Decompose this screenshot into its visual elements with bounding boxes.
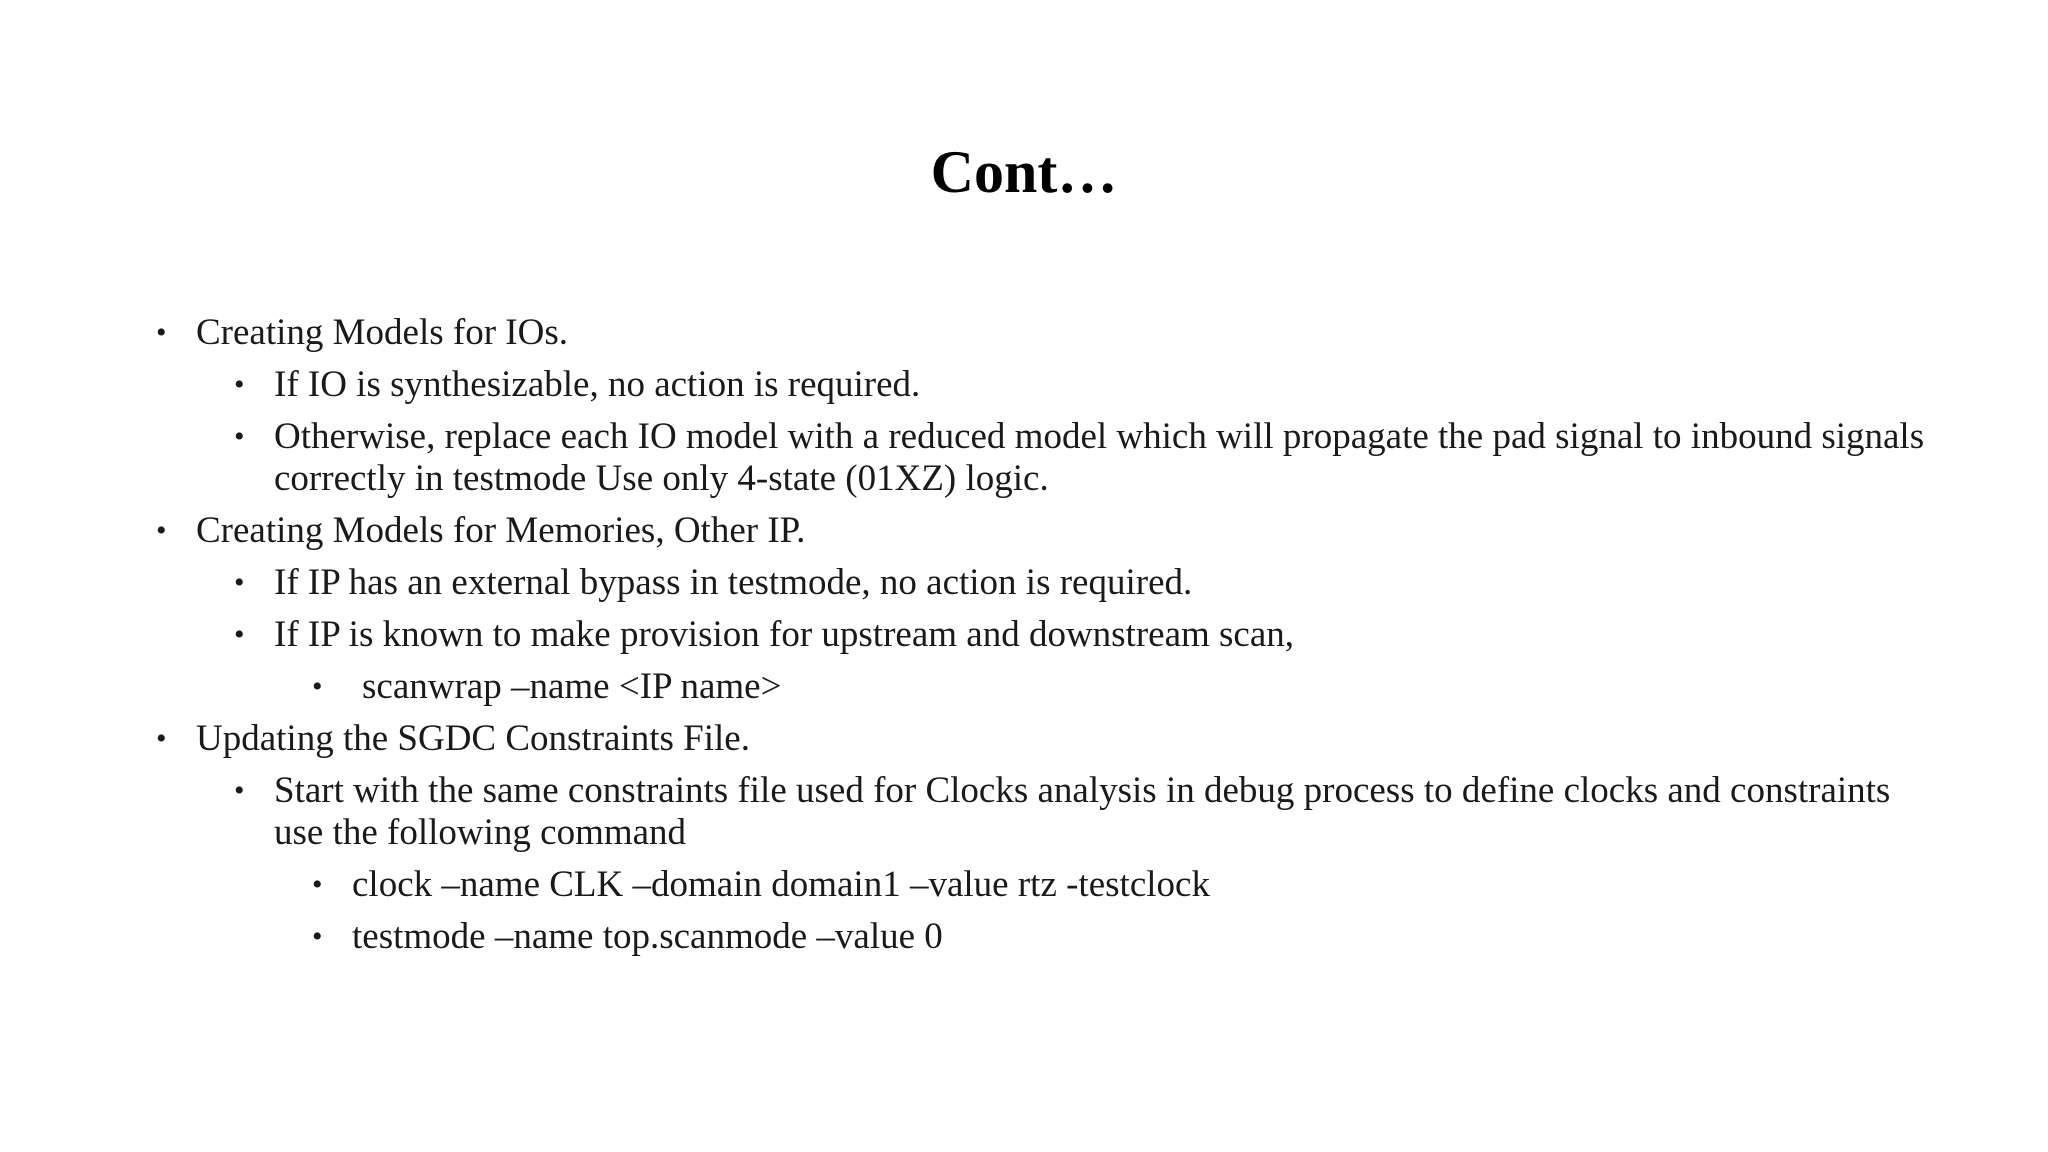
list-item xyxy=(150,562,1940,604)
list-item-text: Otherwise, replace each IO model with a reduced model which will propagate the pad signal to inbound signals correctly in testmode Use only 4-state (01XZ) logic. xyxy=(274,416,1925,499)
list-item-text: testmode –name top.scanmode –value 0 xyxy=(352,916,943,957)
list-item xyxy=(150,364,1940,406)
bullet-icon: • xyxy=(156,316,167,349)
bullet-icon: • xyxy=(156,514,167,547)
list-item-text: If IP has an external bypass in testmode, no action is required. xyxy=(274,562,1193,603)
list-item xyxy=(150,416,1940,500)
list-item xyxy=(150,864,1940,906)
list-item-text: If IO is synthesizable, no action is required. xyxy=(274,364,921,405)
bullet-icon: • xyxy=(312,670,323,703)
list-item xyxy=(150,916,1940,958)
bullet-icon: • xyxy=(156,722,167,755)
list-item-text: clock –name CLK –domain domain1 –value rtz -testclock xyxy=(352,864,1210,905)
bullet-icon: • xyxy=(312,868,323,901)
list-item-text: If IP is known to make provision for upstream and downstream scan, xyxy=(274,614,1295,655)
bullet-list xyxy=(150,312,1940,968)
list-item xyxy=(150,718,1940,760)
list-item-text: Creating Models for IOs. xyxy=(196,312,568,353)
list-item xyxy=(150,666,1940,708)
list-item xyxy=(150,770,1940,854)
bullet-icon: • xyxy=(234,566,245,599)
bullet-icon: • xyxy=(312,920,323,953)
bullet-icon: • xyxy=(234,774,245,807)
list-item-text: Updating the SGDC Constraints File. xyxy=(196,718,750,759)
list-item-text: Start with the same constraints file used for Clocks analysis in debug process to define clocks and constraints use the following command xyxy=(274,770,1891,853)
slide-title: Cont… xyxy=(930,139,1118,205)
bullet-icon: • xyxy=(234,618,245,651)
list-item xyxy=(150,614,1940,656)
list-item xyxy=(150,312,1940,354)
list-item-text: scanwrap –name <IP name> xyxy=(362,666,782,707)
list-item-text: Creating Models for Memories, Other IP. xyxy=(196,510,806,551)
bullet-icon: • xyxy=(234,420,245,453)
list-item xyxy=(150,510,1940,552)
bullet-icon: • xyxy=(234,368,245,401)
